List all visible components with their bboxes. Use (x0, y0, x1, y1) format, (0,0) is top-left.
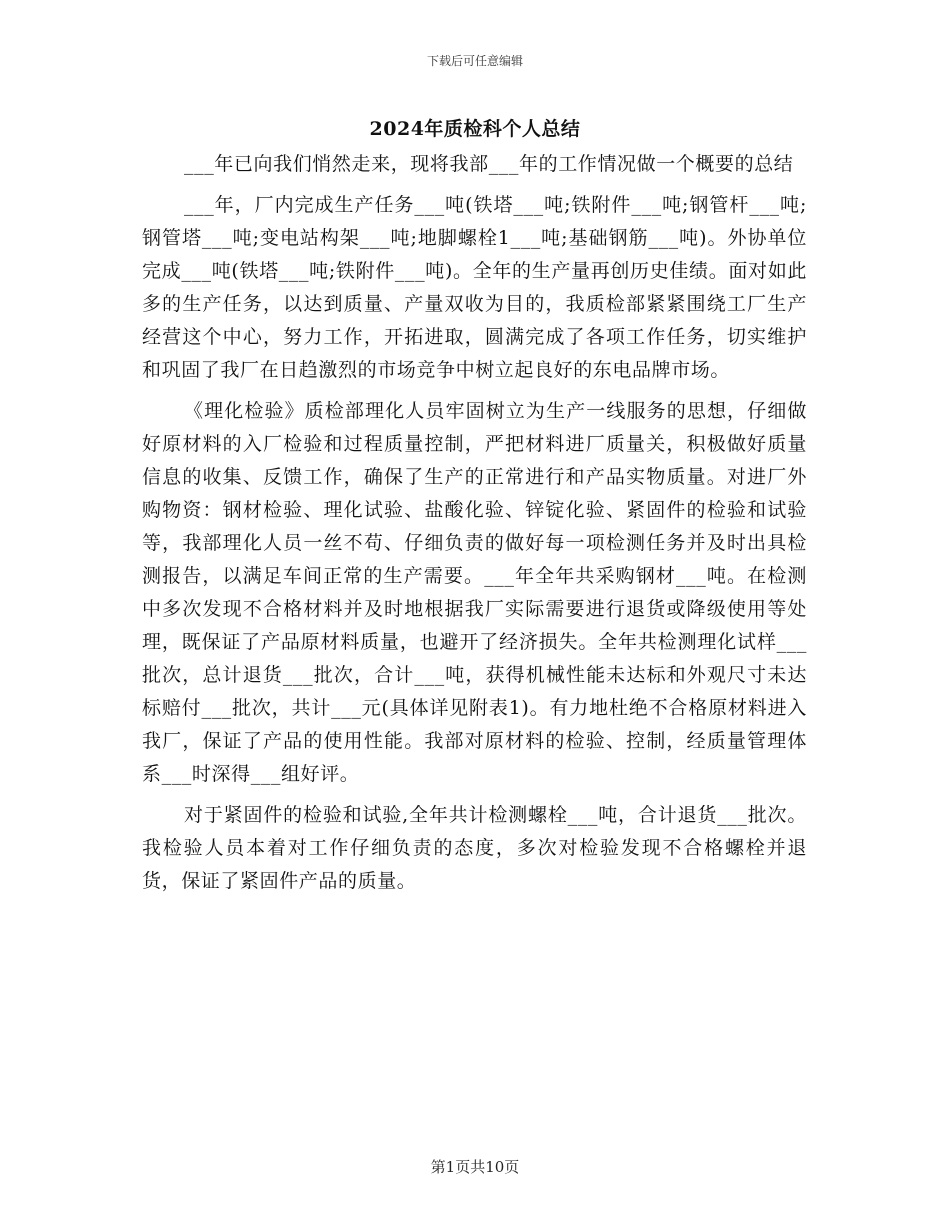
paragraph-physicochemical-inspection: 《理化检验》质检部理化人员牢固树立为生产一线服务的思想，仔细做好原材料的入厂检验和过程质量控制，严把材料进厂质量关，积极做好质量信息的收集、反馈工作，确保了生产的正常进行和产品实物质量。对进厂外购物资：钢材检验、理化试验、盐酸化验、锌锭化验、紧固件的检验和试验等，我部理化人员一丝不苟、仔细负责的做好每一项检测任务并及时出具检测报告，以满足车间正常的生产需要。___年全年共采购钢材___吨。在检测中多次发现不合格材料并及时地根据我厂实际需要进行退货或降级使用等处理，既保证了产品原材料质量，也避开了经济损失。全年共检测理化试样___批次，总计退货___批次，合计___吨，获得机械性能未达标和外观尺寸未达标赔付___批次，共计___元(具体详见附表1)。有力地杜绝不合格原材料进入我厂，保证了产品的使用性能。我部对原材料的检验、控制，经质量管理体系___时深得___组好评。 (142, 400, 807, 785)
paragraph-intro: ___年已向我们悄然走来，现将我部___年的工作情况做一个概要的总结 (184, 153, 794, 175)
page-header-note: 下载后可任意编辑 (426, 54, 523, 68)
paragraph-fastener-inspection: 对于紧固件的检验和试验,全年共计检测螺栓___吨，合计退货___批次。我检验人员本着对工作仔细负责的态度，多次对检验发现不合格螺栓并退货，保证了紧固件产品的质量。 (142, 804, 807, 892)
document-body (142, 148, 807, 906)
paragraph-production: ___年，厂内完成生产任务___吨(铁塔___吨;铁附件___吨;钢管杆___吨;钢管塔___吨;变电站构架___吨;地脚螺栓1___吨;基础钢筋___吨)。外协单位完成___吨(铁塔___吨;铁附件___吨)。全年的生产量再创历史佳绩。面对如此多的生产任务，以达到质量、产量双收为目的，我质检部紧紧围绕工厂生产经营这个中心，努力工作，开拓进取，圆满完成了各项工作任务，切实维护和巩固了我厂在日趋激烈的市场竞争中树立起良好的东电品牌市场。 (142, 194, 807, 381)
page-number: 第1页共10页 (430, 1158, 520, 1176)
document-title: 2024年质检科个人总结 (369, 118, 581, 140)
